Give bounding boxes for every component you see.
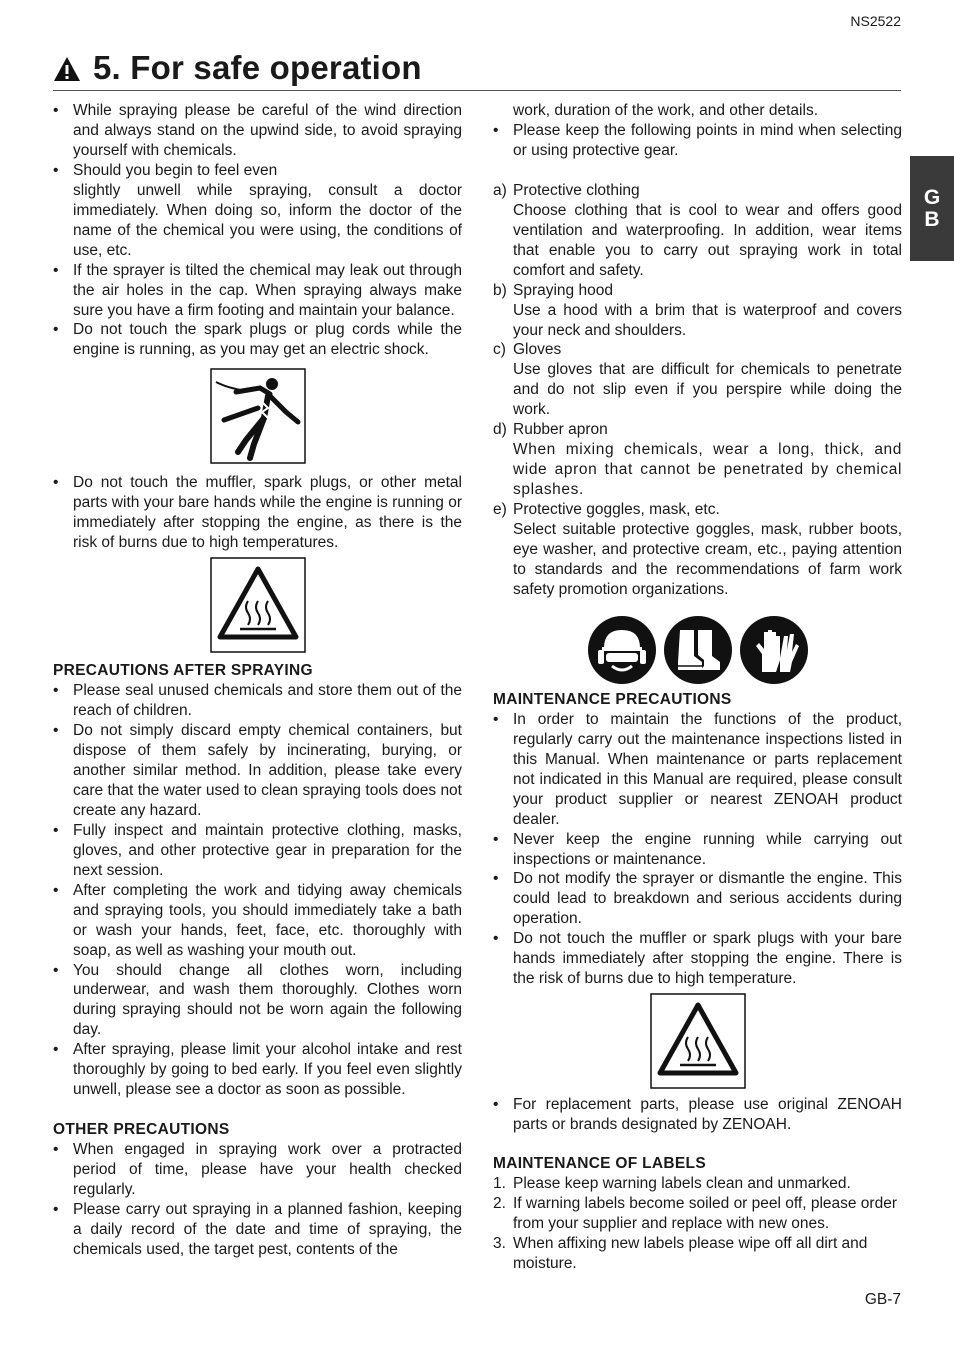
section-heading-labels: MAINTENANCE OF LABELS [493, 1155, 706, 1173]
language-tab-line2: B [924, 207, 940, 231]
list-item: • Do not touch the spark plugs or plug cords while the engine is running, as you may get an electric shock. [53, 320, 462, 360]
list-item: • When engaged in spraying work over a protracted period of time, please have your health checked regularly. [53, 1140, 462, 1200]
labels-list [493, 1174, 902, 1274]
right-column [493, 101, 902, 1274]
gear-item-key: d) [493, 421, 507, 439]
list-item: • In order to maintain the functions of the product, regularly carry out the maintenance inspections listed in this Manual. When maintenance or parts replacement not indicated in this Manual are required, please consult your product supplier or nearest ZENOAH product dealer. [493, 710, 902, 830]
hot-surface-figure-1 [53, 557, 462, 653]
list-item: • While spraying please be careful of the wind direction and always stand on the upwind side, to avoid spraying yourself with chemicals. [53, 101, 462, 161]
list-item: • Do not touch the muffler, spark plugs, or other metal parts with your bare hands while the engine is running or immediately after stopping the engine, as there is the risk of burns due to high temperatures. [53, 473, 462, 553]
gear-item-title: Protective clothing [513, 181, 640, 199]
list-item-text: When affixing new labels please wipe off all dirt and moisture. [513, 1234, 868, 1272]
shock-figure [53, 368, 462, 464]
gloves-icon [740, 616, 808, 684]
list-item-number: 3. [493, 1234, 506, 1252]
document-code: NS2522 [850, 13, 901, 29]
list-item-text: If warning labels become soiled or peel off, please order from your supplier and replace with new ones. [513, 1194, 897, 1232]
section-heading-other: OTHER PRECAUTIONS [53, 1121, 230, 1139]
list-item-text: Should you begin to feel even slightly unwell while spraying, consult a doctor immediately. When doing so, inform the doctor of the name of the chemical you were using, the conditions of use, etc. [73, 161, 462, 259]
list-item: • Do not modify the sprayer or dismantle the engine. This could lead to breakdown and serious accidents during operation. [493, 869, 902, 929]
maintenance-list [493, 710, 902, 989]
list-item: • After completing the work and tidying away chemicals and spraying tools, you should immediately take a bath or wash your hands, feet, face, etc. thoroughly with soap, as well as washing your mouth out. [53, 881, 462, 961]
warning-triangle-icon [53, 56, 81, 82]
page-number: GB-7 [864, 1291, 901, 1308]
list-item: • Never keep the engine running while carrying out inspections or maintenance. [493, 830, 902, 870]
language-tab [910, 156, 954, 261]
language-tab-line1: G [923, 185, 941, 209]
after-spraying-list [53, 681, 462, 1100]
page-title [53, 46, 901, 91]
gear-item-text: Select suitable protective goggles, mask, rubber boots, eye washer, and protective cream, etc., paying attention to standards and the recommendations of farm work safety promotion organizations. [513, 521, 902, 598]
boots-icon [664, 616, 732, 684]
list-item: • If the sprayer is tilted the chemical may leak out through the air holes in the cap. When spraying always make sure you have a firm footing and maintain your balance. [53, 261, 462, 321]
list-item-number: 1. [493, 1175, 506, 1193]
list-item: • You should change all clothes worn, including underwear, and wash them thoroughly. Clothes worn during spraying should not be worn again the following day. [53, 961, 462, 1041]
gear-item-key: b) [493, 281, 507, 299]
list-item: • Do not simply discard empty chemical containers, but dispose of them safely by incinerating, burying, or another similar method. In addition, please take every care that the water used to clean spraying tools does not create any hazard. [53, 721, 462, 821]
protective-gear-icons [493, 616, 902, 684]
list-item [53, 161, 462, 261]
list-item [493, 1234, 902, 1274]
list-item-number: 2. [493, 1194, 506, 1212]
gear-item-title: Rubber apron [513, 421, 608, 439]
gear-intro-list [493, 121, 902, 161]
section-heading-maintenance: MAINTENANCE PRECAUTIONS [493, 690, 732, 708]
gear-item-title: Spraying hood [513, 281, 613, 299]
page-title-text: 5. For safe operation [93, 49, 422, 86]
gear-item [493, 500, 902, 600]
gear-item-text: Use a hood with a brim that is waterproof and covers your neck and shoulders. [513, 301, 902, 339]
gear-item-text: Choose clothing that is cool to wear and offers good ventilation and waterproofing. In addition, wear items that enable you to carry out spraying work in total comfort and safety. [513, 201, 902, 279]
list-item: • Do not touch the muffler or spark plugs with your bare hands immediately after stopping the engine. There is the risk of burns due to high temperature. [493, 929, 902, 989]
list-item: • Please seal unused chemicals and store them out of the reach of children. [53, 681, 462, 721]
hot-surface-figure-2 [493, 993, 902, 1089]
list-item: • For replacement parts, please use original ZENOAH parts or brands designated by ZENOAH. [493, 1095, 902, 1135]
list-item: • Please keep the following points in mind when selecting or using protective gear. [493, 121, 902, 161]
gear-item-text: When mixing chemicals, wear a long, thick, and wide apron that cannot be penetrated by chemical splashes. [513, 441, 902, 499]
section-heading-after-spraying: PRECAUTIONS AFTER SPRAYING [53, 662, 313, 680]
gear-item [493, 181, 902, 281]
helmet-goggles-icon [588, 616, 656, 684]
gear-item-text: Use gloves that are difficult for chemicals to penetrate and do not slip even if you perspire while doing the work. [513, 361, 902, 419]
safety-list-a [53, 101, 462, 360]
continuation-text: work, duration of the work, and other details. [513, 102, 818, 119]
gear-item-title: Protective goggles, mask, etc. [513, 501, 720, 519]
hot-surface-icon [210, 557, 306, 653]
other-precautions-list [53, 1140, 462, 1260]
list-item: • Fully inspect and maintain protective clothing, masks, gloves, and other protective gear in preparation for the next session. [53, 821, 462, 881]
list-item: • Please carry out spraying in a planned fashion, keeping a daily record of the date and time of spraying, the chemicals used, the target pest, contents of the [53, 1200, 462, 1260]
electric-shock-icon [210, 368, 306, 464]
list-item: • After spraying, please limit your alcohol intake and rest thoroughly by going to bed early. If you feel even slightly unwell, please see a doctor as soon as possible. [53, 1040, 462, 1100]
gear-item [493, 281, 902, 341]
parts-list [493, 1095, 902, 1135]
gear-item-title: Gloves [513, 341, 562, 359]
list-item [493, 1194, 902, 1234]
gear-item-key: e) [493, 501, 507, 519]
left-column [53, 101, 462, 1260]
protective-gear-list [493, 181, 902, 600]
list-item-text: Please keep warning labels clean and unmarked. [513, 1175, 851, 1193]
gear-item-key: a) [493, 181, 507, 199]
gear-item [493, 420, 902, 500]
gear-item [493, 340, 902, 420]
hot-surface-icon [650, 993, 746, 1089]
list-item [493, 1174, 902, 1194]
gear-item-key: c) [493, 341, 506, 359]
safety-list-b [53, 473, 462, 553]
